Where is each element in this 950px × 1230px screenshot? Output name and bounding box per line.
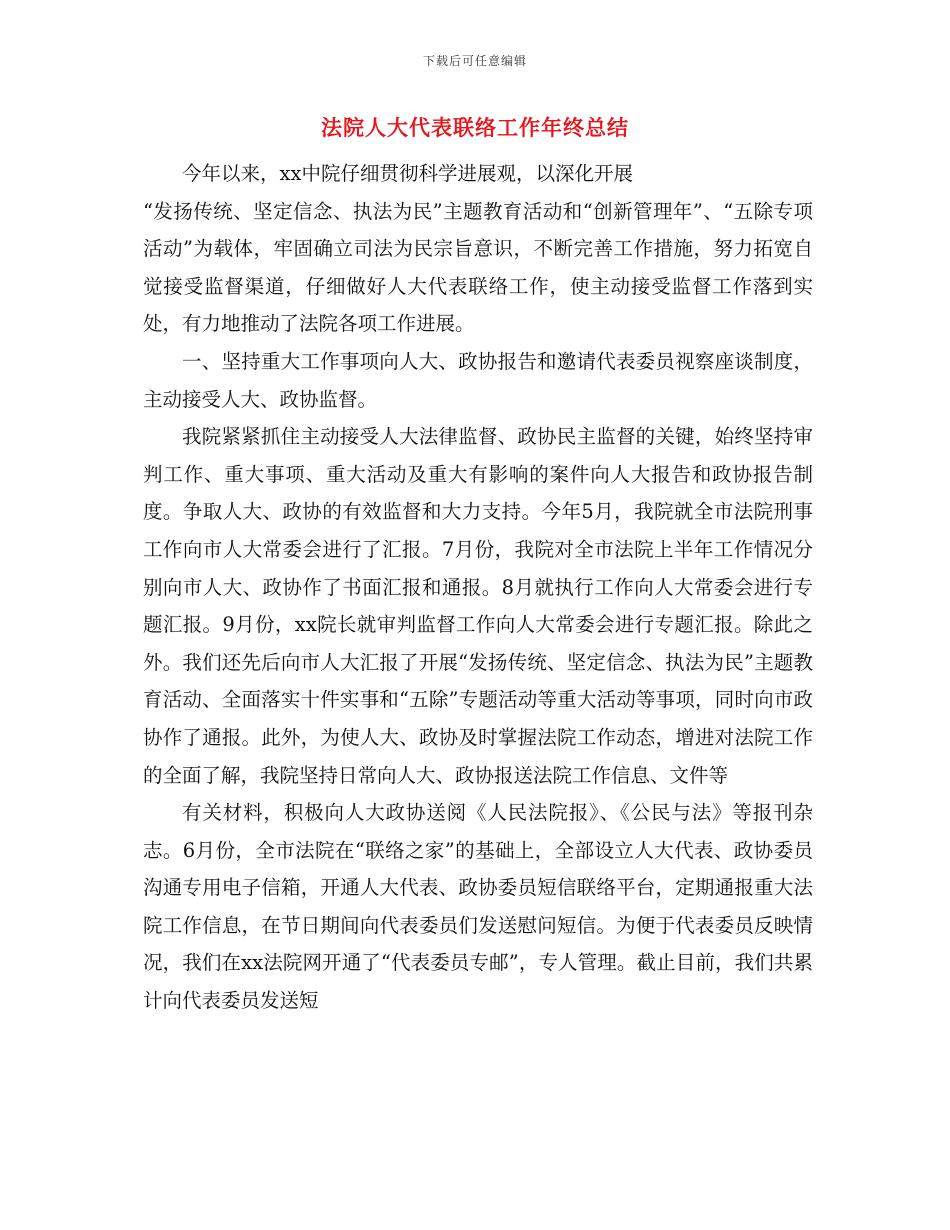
document-title: 法院人大代表联络工作年终总结 [321,115,629,140]
header-note: 下载后可任意编辑 [422,54,527,68]
paragraph-section-one-heading: 一、坚持重大工作事项向人大、政协报告和邀请代表委员视察座谈制度，主动接受人大、政协监督。 [143,349,813,411]
document-body [143,155,813,1020]
paragraph-reporting: 我院紧紧抓住主动接受人大法律监督、政协民主监督的关键，始终坚持审判工作、重大事项、重大活动及重大有影响的案件向人大报告和政协报告制度。争取人大、政协的有效监督和大力支持。今年5月，我院就全市法院刑事工作向市人大常委会进行了汇报。7月份，我院对全市法院上半年工作情况分别向市人大、政协作了书面汇报和通报。8月就执行工作向人大常委会进行专题汇报。9月份，xx院长就审判监督工作向人大常委会进行专题汇报。除此之外。我们还先后向市人大汇报了开展“发扬传统、坚定信念、执法为民”主题教育活动、全面落实十件实事和“五除”专题活动等重大活动等事项，同时向市政协作了通报。此外，为使人大、政协及时掌握法院工作动态，增进对法院工作的全面了解，我院坚持日常向人大、政协报送法院工作信息、文件等 [143,425,813,787]
paragraph-intro: 今年以来，xx中院仔细贯彻科学进展观，以深化开展 [182,162,633,185]
paragraph-materials: 有关材料，积极向人大政协送阅《人民法院报》、《公民与法》等报刊杂志。6月份，全市法院在“联络之家”的基础上，全部设立人大代表、政协委员沟通专用电子信箱，开通人大代表、政协委员短信联络平台，定期通报重大法院工作信息，在节日期间向代表委员们发送慰问短信。为便于代表委员反映情况，我们在xx法院网开通了“代表委员专邮”，专人管理。截止目前，我们共累计向代表委员发送短 [143,801,813,1013]
paragraph-intro-continued: “发扬传统、坚定信念、执法为民”主题教育活动和“创新管理年”、“五除专项活动”为载体，牢固确立司法为民宗旨意识，不断完善工作措施，努力拓宽自觉接受监督渠道，仔细做好人大代表联络工作，使主动接受监督工作落到实处，有力地推动了法院各项工作进展。 [143,199,813,336]
